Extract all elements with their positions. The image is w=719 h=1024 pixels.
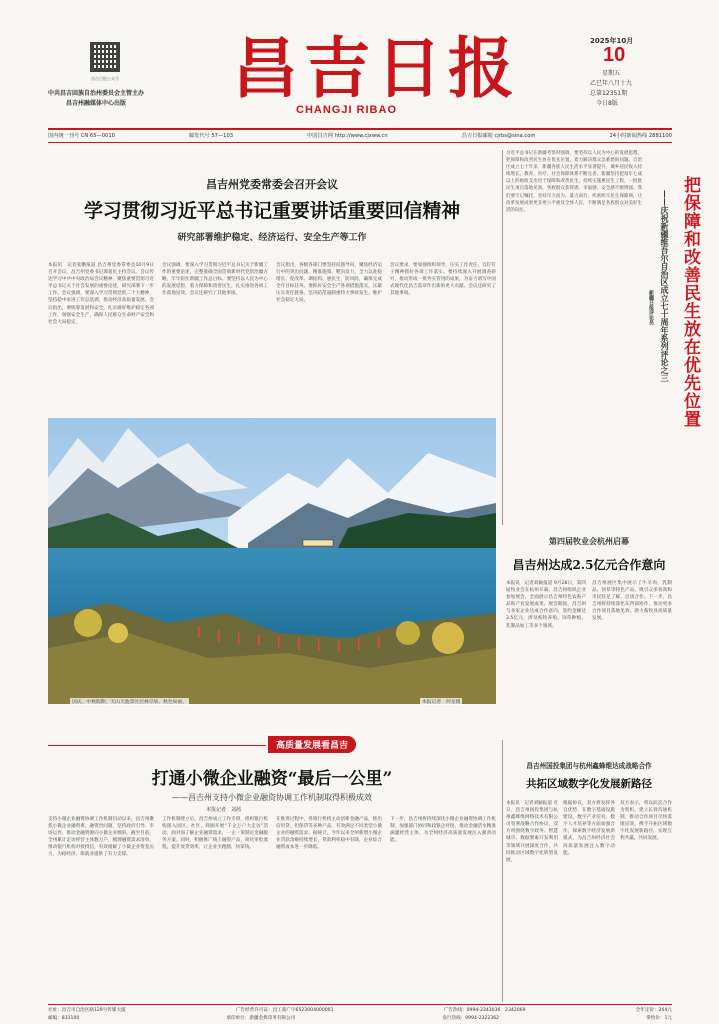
editorial-title: 把保障和改善民生放在优先位置: [680, 176, 700, 428]
weekday: 星期五: [602, 70, 621, 77]
footer-ad-hotline: 广告热线：0994-2343036 2342069: [443, 1008, 526, 1013]
lead-kicker: 昌吉州党委常委会召开会议: [206, 178, 338, 191]
footer-annual-price: 全年定价：264元: [635, 1008, 672, 1013]
issue-total: 总第12351期: [590, 90, 628, 97]
expo-column-2: 昌吉州展区集中展示了牛羊肉、乳制品、饲草等特色产品，吸引众多客商和市民驻足了解、洽谈合作。下一步，昌吉州将持续深化东西部协作，推动更多合作项目落地见效，助力畜牧业高质量发展。: [592, 581, 672, 622]
editorial-subtitle: ——庆祝新疆维吾尔自治区成立七十周年系列评论之三: [660, 190, 670, 382]
finance-rule: [48, 745, 266, 746]
finance-subhead: ——昌吉州支持小微企业融资协调工作机制取得积极成效: [172, 793, 372, 802]
digital-divider: [502, 740, 503, 1002]
info-bar: [48, 132, 672, 139]
editorial-byline: 新疆日报评论员: [648, 290, 654, 325]
footer-ad-license: 广告经营许可证：昌工商广字6523004000001: [235, 1008, 334, 1013]
finance-column-4: 下一步，昌吉州将持续深化小微企业融资协调工作机制，加强部门协同和政银企对接，推动金融活水精准滴灌经营主体，为全州经济高质量发展注入强劲动能。: [390, 817, 496, 844]
finance-column-2: 工作机制建立后，昌吉州成立工作专班，组织银行机构深入园区、社区、商圈开展“千企万户大走访”活动，面对面了解企业融资需求，一企一策制定金融服务方案。同时，积极推广线上融资产品，简化审批流程，提升放贷效率，让企业少跑腿、快拿钱。: [162, 817, 268, 851]
photo-credit: 本报记者 何龙摄: [422, 700, 461, 705]
digital-kicker: 昌吉州国投集团与杭州鑫蜂维达成战略合作: [526, 762, 652, 770]
info-cn-number: 国内统一刊号 CN 65—0010: [48, 133, 115, 139]
footer-postcode: 邮编：831100: [48, 1016, 80, 1021]
sponsor-line-2: 昌吉州融媒体中心出版: [66, 100, 127, 107]
footer-rule: [48, 1004, 672, 1005]
lead-column-1: 本报讯 记者张鹏报道 昌吉州党委常委会10月9日召开会议，昌吉州党委书记谭超民主持会议。会议传达学习中共中央政治局会议精神，聚焦重要贯彻习近平总书记关于社会发展的重要论述，研究部署下一步工作。会议强调，要深入学习贯彻党的二十大精神，坚持稳中求进工作总基调，推动经济高质量发展。会议指出，要统筹发展和安全，扎实做好维护稳定各项工作，加强安全生产，确保人民群众生命财产安全和社会大局稳定。: [48, 263, 154, 325]
info-hotline: 24小时新闻热线 2881100: [609, 133, 672, 139]
expo-headline: 昌吉州达成2.5亿元合作意向: [512, 558, 666, 572]
lead-column-2: 会议强调，要深入学习贯彻习近平总书记关于新疆工作的重要论述，完整准确全面贯彻新时代党的治疆方略，牢牢扭住新疆工作总目标。要坚持以人民为中心的发展思想，着力保障和改善民生，扎实推进各项工作落地见效。会议还研究了其他事项。: [162, 263, 268, 297]
masthead-rule-bottom: [48, 142, 672, 143]
lead-column-3: 会议指出，各级各部门要坚持问题导向，聚焦经济运行中的突出问题，精准施策、靶向发力，全力以赴稳增长、促改革、调结构、惠民生、防风险，确保完成全年目标任务。要抓好安全生产各项措施落实，压紧压实责任链条，坚决防范遏制重特大事故发生，维护社会稳定大局。: [276, 263, 382, 304]
masthead-pinyin: CHANGJI RIBAO: [296, 104, 398, 116]
digital-headline: 共拓区域数字化发展新路径: [526, 778, 652, 790]
lead-subhead: 研究部署维护稳定、经济运行、安全生产等工作: [177, 233, 367, 243]
finance-column-3: 在推进过程中，各银行机构主动创新金融产品，推出信用贷、担保贷等多种产品，有效满足不同类型小微企业的融资需求。据统计，今年以来全州新增小微企业贷款余额持续增长，贷款利率稳中有降，企业综合融资成本进一步降低。: [276, 817, 382, 851]
expo-kicker: 第四届牧业会杭州启幕: [549, 536, 629, 546]
footer-address: 社址：昌吉市自治区路129号传媒大厦: [48, 1008, 126, 1013]
digital-column-1: 本报讯 记者刘颖报道 近日，昌吉州国投集团与杭州鑫蜂维网络技术有限公司签署战略合作协议，双方将围绕数字政务、智慧城市、数据要素开发利用等领域开展深度合作，共同推动区域数字化转型发展。: [506, 801, 558, 863]
lead-headline: 学习贯彻习近平总书记重要讲话重要回信精神: [83, 200, 460, 222]
sponsor-line-1: 中共昌吉回族自治州委员会主管主办: [48, 90, 145, 97]
photo-caption: 国庆、中秋假期，天山天池景区层林尽染、秋色如画。: [72, 700, 188, 705]
qr-caption: 昌吉日报公众号: [91, 76, 119, 81]
info-email: 昌吉日报邮箱 cjrbs@sina.com: [461, 133, 536, 139]
footer-row-2: [48, 1015, 672, 1021]
editorial-divider: [502, 150, 503, 525]
expo-column-1: 本报讯 记者刘颖报道 9月28日，第四届牧业会在杭州开幕，昌吉州组织企业参加展会，全面展示昌吉州特色农畜产品和产业发展成果。展会期间，昌吉州与多家企业达成合作意向，签约金额达2.5亿元，涉及畜牧养殖、饲草种植、乳制品加工等多个领域。: [506, 581, 586, 629]
masthead-rule-top: [48, 128, 672, 130]
lake-landscape-illustration: [48, 418, 496, 704]
lead-column-4: 会议要求，要加强组织领导，压实工作责任，以钉钉子精神抓好各项工作落实。要持续深入开展调查研究，推动形成一批务实管用的成果，为奋力谱写中国式现代化昌吉篇章作出新的更大贡献。会议还研究了其他事项。: [390, 263, 496, 297]
info-website: 中国昌吉网 http://www.cjxww.cn: [307, 133, 388, 139]
finance-column-1: 支持小微企业融资协调工作机制启动以来，昌吉州聚焦小微企业融资难、融资贵问题，坚持政府引导、市场运作，推动金融资源向小微企业倾斜。截至目前，全州累计走访经营主体数万户，梳理融资需求清单，推动银行机构对接授信，有效缓解了小微企业资金压力，为稳经济、保就业提供了有力支撑。: [48, 817, 154, 858]
digital-column-3: 双方表示，将以此次合作为契机，建立长效沟通机制，推动合作项目尽快落地见效，携手开拓区域数字化发展新路径，实现互利共赢、共同发展。: [620, 801, 672, 842]
masthead-title: 昌吉日报: [232, 29, 520, 107]
qr-code: [90, 42, 120, 72]
finance-byline: 本报记者 刘茜: [206, 807, 242, 813]
info-postal-code: 邮发代号 57—103: [188, 133, 234, 139]
footer-printer: 承印单位：新疆金典印务有限公司: [226, 1016, 296, 1021]
digital-column-2: 根据协议，双方将发挥各自优势，在数字基础设施建设、数字产业培育、数字人才培养等方面加强合作，探索数字经济发展新模式，为昌吉州经济社会高质量发展注入数字动能。: [563, 801, 615, 856]
date-day: 10: [603, 44, 626, 66]
footer-row-1: [48, 1007, 672, 1013]
lake-photo: [48, 418, 496, 704]
finance-headline: 打通小微企业融资“最后一公里”: [151, 769, 393, 789]
editorial-body: 习近平总书记在新疆考察时强调，要坚持以人民为中心的发展思想，把保障和改善民生放在优先位置，着力解决群众急难愁盼问题。自治区成立七十年来，新疆各族人民生活水平显著提升，城乡居民收入持续增长，教育、医疗、社会保障体系不断完善。新疆坚持把每年七成以上的财政支出用于保障和改善民生，持续实施惠民生工程，一批批民生项目落地见效，各族群众获得感、幸福感、安全感不断增强。我们要牢记嘱托，坚持尽力而为、量力而行，织密织牢民生保障网，让改革发展成果更多更公平惠及全体人民，不断满足各族群众对美好生活的向往。: [506, 151, 642, 213]
footer-distribution-hotline: 发行热线：0994-2322362: [442, 1016, 500, 1021]
page-count: 今日8版: [596, 100, 618, 107]
date-year-month: 2025年10月: [590, 37, 634, 45]
section-tag: 高质量发展看昌吉: [268, 736, 356, 753]
lunar-date: 乙巳年八月十九: [590, 80, 633, 87]
footer-retail-price: 零售价：1元: [646, 1016, 672, 1021]
